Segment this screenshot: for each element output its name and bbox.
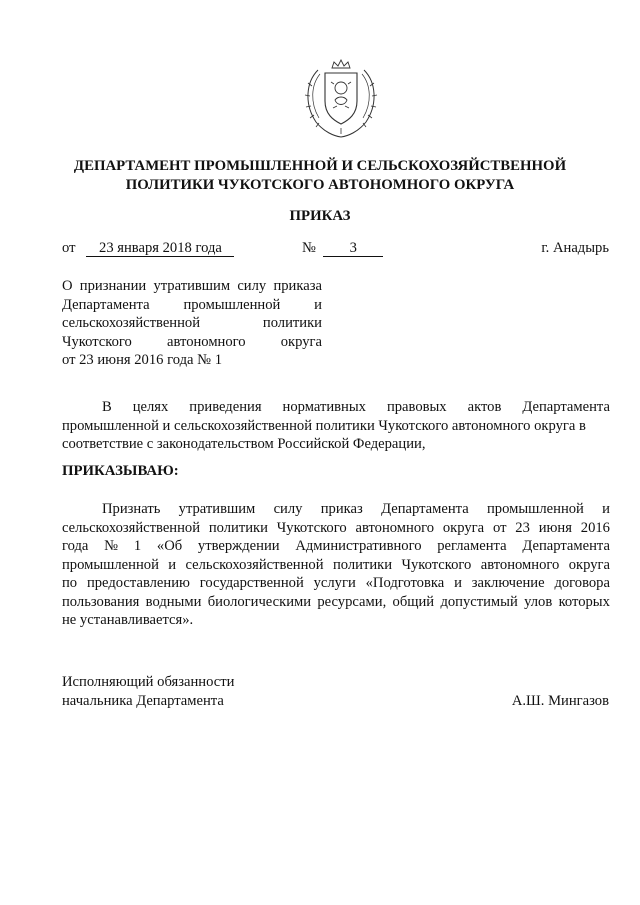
subject-line-5: от 23 июня 2016 года № 1: [62, 352, 223, 368]
word: водными: [145, 593, 202, 610]
order-line-2: [62, 519, 610, 538]
word: договора: [554, 575, 610, 591]
coat-of-arms-emblem: [298, 56, 384, 140]
word: утратившим: [178, 501, 256, 517]
word: по: [62, 575, 78, 591]
word: улов: [524, 593, 553, 610]
word: приказа: [273, 278, 322, 294]
order-line-7: не устанавливается».: [62, 612, 194, 628]
order-line-4: [62, 556, 610, 575]
word: и: [454, 575, 462, 591]
word: ресурсами,: [317, 593, 387, 610]
word: допустимый: [440, 593, 518, 610]
word: политики: [262, 315, 322, 331]
word: Департамента: [522, 399, 610, 415]
word: О: [62, 278, 73, 294]
word: услуги: [313, 575, 356, 591]
word: которых: [558, 593, 610, 610]
word: Департамента: [62, 296, 150, 313]
word: нормативных: [282, 399, 366, 415]
word: автономного: [167, 333, 246, 350]
word: регламента: [437, 538, 507, 554]
word: «Подготовка: [365, 575, 445, 591]
word: округа: [568, 556, 610, 573]
word: 1: [133, 538, 142, 554]
order-line-1: [62, 500, 610, 519]
number-field: [302, 239, 383, 258]
word: года: [62, 538, 89, 554]
word: Признать: [102, 501, 161, 517]
word: приказ: [320, 501, 363, 517]
word: сельскохозяйственной: [62, 519, 201, 536]
word: приведения: [189, 399, 262, 415]
number-value: 3: [323, 240, 383, 257]
word: пользования: [62, 593, 140, 610]
word: В: [102, 399, 112, 415]
word: Административного: [295, 538, 422, 554]
word: Департамента: [381, 501, 469, 517]
word: промышленной: [486, 501, 584, 517]
word: силу: [273, 501, 303, 517]
word: сельскохозяйственной: [62, 315, 201, 331]
word: государственной: [199, 575, 304, 591]
word: от: [492, 519, 507, 536]
word: 23: [515, 519, 530, 536]
order-paragraph: [62, 500, 610, 630]
word: силу: [237, 278, 267, 294]
word: политики: [332, 556, 393, 573]
subject-line-3: [62, 314, 322, 333]
preamble-line-2: промышленной и сельскохозяйственной политики Чукотского автономного округа в: [62, 417, 586, 434]
word: автономного: [355, 519, 435, 536]
department-title-line1: ДЕПАРТАМЕНТ ПРОМЫШЛЕННОЙ И СЕЛЬСКОХОЗЯЙСТВЕННОЙ: [73, 158, 567, 174]
date-value: 23 января 2018 года: [86, 240, 234, 257]
preamble-paragraph: [62, 398, 610, 454]
order-line-5: [62, 574, 610, 593]
word: автономного: [480, 556, 560, 573]
signatory-name: А.Ш. Мингазов: [511, 693, 609, 709]
word: общий: [392, 593, 435, 610]
word: признании: [79, 278, 147, 294]
word: сельскохозяйственной: [185, 556, 324, 573]
department-title-line2: ПОЛИТИКИ ЧУКОТСКОГО АВТОНОМНОГО ОКРУГА: [125, 176, 515, 193]
word: биологическими: [207, 593, 312, 610]
word: июня: [538, 519, 572, 536]
word: Чукотского: [62, 333, 132, 350]
subject-line-2: [62, 296, 322, 315]
word: и: [314, 296, 322, 313]
word: №: [104, 538, 119, 554]
subject-line-1: [62, 277, 322, 296]
number-prefix: №: [302, 240, 316, 256]
word: Департамента: [522, 538, 610, 554]
word: и: [602, 501, 610, 517]
word: актов: [467, 399, 502, 415]
department-title: [40, 157, 600, 194]
word: промышленной: [183, 296, 281, 313]
word: Чукотского: [276, 519, 347, 536]
subject-line-4: [62, 333, 322, 352]
preamble-line-3: соответствие с законодательством Российской Федерации,: [62, 436, 426, 452]
order-word: ПРИКАЗЫВАЮ:: [62, 463, 179, 479]
word: и: [168, 556, 177, 573]
signatory-position-line2: начальника Департамента: [62, 692, 224, 709]
word: утверждении: [197, 538, 280, 554]
word: правовых: [386, 399, 447, 415]
word: утратившим: [153, 278, 231, 294]
subject-block: [62, 277, 322, 370]
word: целях: [132, 399, 169, 415]
word: Чукотского: [401, 556, 472, 573]
place-value: г. Анадырь: [541, 240, 609, 256]
word: заключение: [471, 575, 545, 591]
word: 2016: [580, 519, 610, 536]
document-type: ПРИКАЗ: [289, 208, 351, 224]
word: округа: [280, 333, 322, 350]
order-line-3: [62, 537, 610, 556]
date-field: [62, 239, 234, 258]
word: «Об: [156, 538, 183, 554]
word: округа: [442, 519, 485, 536]
preamble-line-1: [62, 398, 610, 417]
word: политики: [208, 519, 268, 536]
date-prefix: от: [62, 240, 76, 256]
word: предоставлению: [86, 575, 190, 591]
word: промышленной: [62, 556, 159, 573]
order-line-6: [62, 593, 610, 612]
signatory-position-line1: Исполняющий обязанности: [62, 674, 235, 690]
signatory-position: [62, 673, 234, 710]
